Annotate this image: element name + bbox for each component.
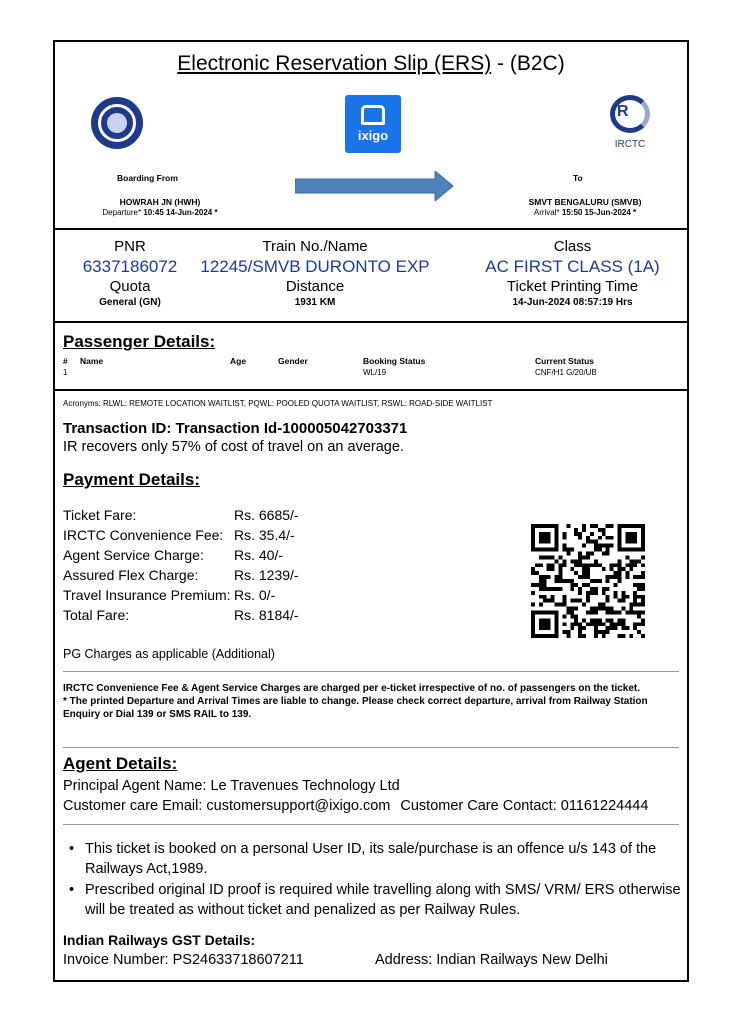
pnr-value: 6337186072 bbox=[82, 257, 178, 276]
payment-row bbox=[63, 507, 323, 527]
quota-value: General (GN) bbox=[99, 297, 161, 308]
divider bbox=[63, 747, 679, 748]
customer-care-contact: Customer Care Contact: 01161224444 bbox=[400, 798, 649, 814]
agent-charge-value: Rs. 40/- bbox=[234, 547, 284, 563]
print-time-label: Ticket Printing Time bbox=[506, 278, 639, 295]
divider bbox=[63, 671, 679, 672]
journey-arrow-icon bbox=[295, 171, 455, 201]
gst-heading: Indian Railways GST Details: bbox=[63, 932, 256, 948]
divider bbox=[63, 824, 679, 825]
qr-code bbox=[531, 524, 645, 638]
col-header-current-status: Current Status bbox=[535, 356, 595, 366]
from-station bbox=[75, 197, 245, 217]
train-value: 12245/SMVB DURONTO EXP bbox=[200, 257, 430, 276]
ticket-fare-label: Ticket Fare: bbox=[63, 507, 137, 523]
payment-heading: Payment Details: bbox=[63, 470, 200, 489]
pnr-label: PNR bbox=[114, 238, 146, 255]
pg-charges-note: PG Charges as applicable (Additional) bbox=[63, 647, 275, 661]
col-header-gender: Gender bbox=[278, 356, 308, 366]
payment-row bbox=[63, 547, 323, 567]
boarding-from-label: Boarding From bbox=[117, 173, 178, 183]
class-value: AC FIRST CLASS (1A) bbox=[485, 257, 660, 276]
arrival-time: 15:50 15-Jun-2024 * bbox=[561, 208, 637, 217]
distance-label: Distance bbox=[285, 278, 345, 295]
title-main: Electronic Reservation Slip (ERS) bbox=[177, 52, 492, 75]
from-station-name: HOWRAH JN (HWH) bbox=[119, 197, 201, 207]
to-station bbox=[500, 197, 670, 217]
quota-label: Quota bbox=[109, 278, 151, 295]
fee-notice bbox=[63, 682, 681, 721]
col-header-age: Age bbox=[230, 356, 247, 366]
total-fare-value: Rs. 8184/- bbox=[234, 607, 299, 623]
passenger-num: 1 bbox=[63, 368, 68, 377]
gst-address: Address: Indian Railways New Delhi bbox=[375, 952, 608, 968]
payment-row bbox=[63, 587, 323, 607]
terms-list bbox=[63, 839, 683, 921]
to-station-name: SMVT BENGALURU (SMVB) bbox=[528, 197, 642, 207]
indian-railways-logo bbox=[91, 97, 143, 149]
passenger-section bbox=[55, 323, 687, 391]
flex-charge-label: Assured Flex Charge: bbox=[63, 567, 199, 583]
title-suffix: - (B2C) bbox=[491, 52, 565, 75]
agent-charge-label: Agent Service Charge: bbox=[63, 547, 204, 563]
convenience-fee-value: Rs. 35.4/- bbox=[234, 527, 295, 543]
ixigo-logo bbox=[345, 95, 401, 153]
arrival-label: Arrival* bbox=[533, 208, 562, 217]
payment-table bbox=[63, 507, 323, 627]
agent-heading: Agent Details: bbox=[63, 754, 178, 773]
distance-value: 1931 KM bbox=[294, 297, 336, 308]
irctc-logo: R IRCTC bbox=[600, 95, 660, 155]
page-title bbox=[55, 52, 687, 76]
irctc-label: IRCTC bbox=[614, 139, 646, 150]
departure-label: Departure* bbox=[102, 208, 144, 217]
col-header-name: Name bbox=[80, 356, 104, 366]
col-header-num: # bbox=[63, 356, 68, 366]
ticket-fare-value: Rs. 6685/- bbox=[234, 507, 299, 523]
list-item: • This ticket is booked on a personal User ID, its sale/purchase is an offence u/s 143 of the Railways Act,1989. bbox=[63, 839, 683, 879]
ers-ticket bbox=[53, 40, 689, 982]
ticket-header bbox=[55, 42, 687, 230]
ixigo-label: ixigo bbox=[357, 128, 389, 143]
recovery-note: IR recovers only 57% of cost of travel on an average. bbox=[63, 439, 404, 455]
convenience-fee-label: IRCTC Convenience Fee: bbox=[63, 527, 224, 543]
train-column bbox=[195, 238, 435, 308]
passenger-booking-status: WL/19 bbox=[363, 368, 387, 377]
agent-details bbox=[63, 776, 648, 816]
payment-row bbox=[63, 527, 323, 547]
col-header-booking-status: Booking Status bbox=[363, 356, 426, 366]
train-info-section bbox=[55, 230, 687, 323]
principal-agent: Principal Agent Name: Le Travenues Technology Ltd bbox=[63, 778, 400, 794]
invoice-number: Invoice Number: PS24633718607211 bbox=[63, 952, 304, 968]
class-column bbox=[460, 238, 685, 308]
transaction-id: Transaction ID: Transaction Id-100005042703371 bbox=[63, 420, 408, 437]
total-fare-label: Total Fare: bbox=[63, 607, 130, 623]
train-label: Train No./Name bbox=[262, 238, 368, 255]
flex-charge-value: Rs. 1239/- bbox=[234, 567, 299, 583]
list-item: • Prescribed original ID proof is required while travelling along with SMS/ VRM/ ERS otherwise will be treated as without ticket and penalized as per Railway Rules. bbox=[63, 880, 683, 920]
pnr-column bbox=[55, 238, 205, 308]
print-time-value: 14-Jun-2024 08:57:19 Hrs bbox=[512, 297, 633, 308]
departure-time: 10:45 14-Jun-2024 * bbox=[143, 208, 218, 217]
insurance-label: Travel Insurance Premium: bbox=[63, 587, 231, 603]
acronyms-note: Acronyms: RLWL: REMOTE LOCATION WAITLIST, PQWL: POOLED QUOTA WAITLIST, RSWL: ROAD-SIDE WAITLIST bbox=[63, 399, 493, 408]
insurance-value: Rs. 0/- bbox=[234, 587, 276, 603]
customer-care-email: Customer care Email: customersupport@ixigo.com bbox=[63, 798, 391, 814]
notice-line-2: * The printed Departure and Arrival Times are liable to change. Please check correct departure, arrival from Railway Station Enquiry or Dial 139 or SMS RAIL to 139. bbox=[63, 696, 648, 720]
train-icon bbox=[361, 105, 385, 125]
payment-row bbox=[63, 567, 323, 587]
passenger-heading: Passenger Details: bbox=[63, 332, 216, 351]
class-label: Class bbox=[553, 238, 592, 255]
payment-row bbox=[63, 607, 323, 627]
notice-line-1: IRCTC Convenience Fee & Agent Service Charges are charged per e-ticket irrespective of no. of passengers on the ticket. bbox=[63, 683, 641, 694]
passenger-current-status: CNF/H1 G/20/UB bbox=[535, 368, 597, 377]
to-label: To bbox=[573, 173, 583, 183]
